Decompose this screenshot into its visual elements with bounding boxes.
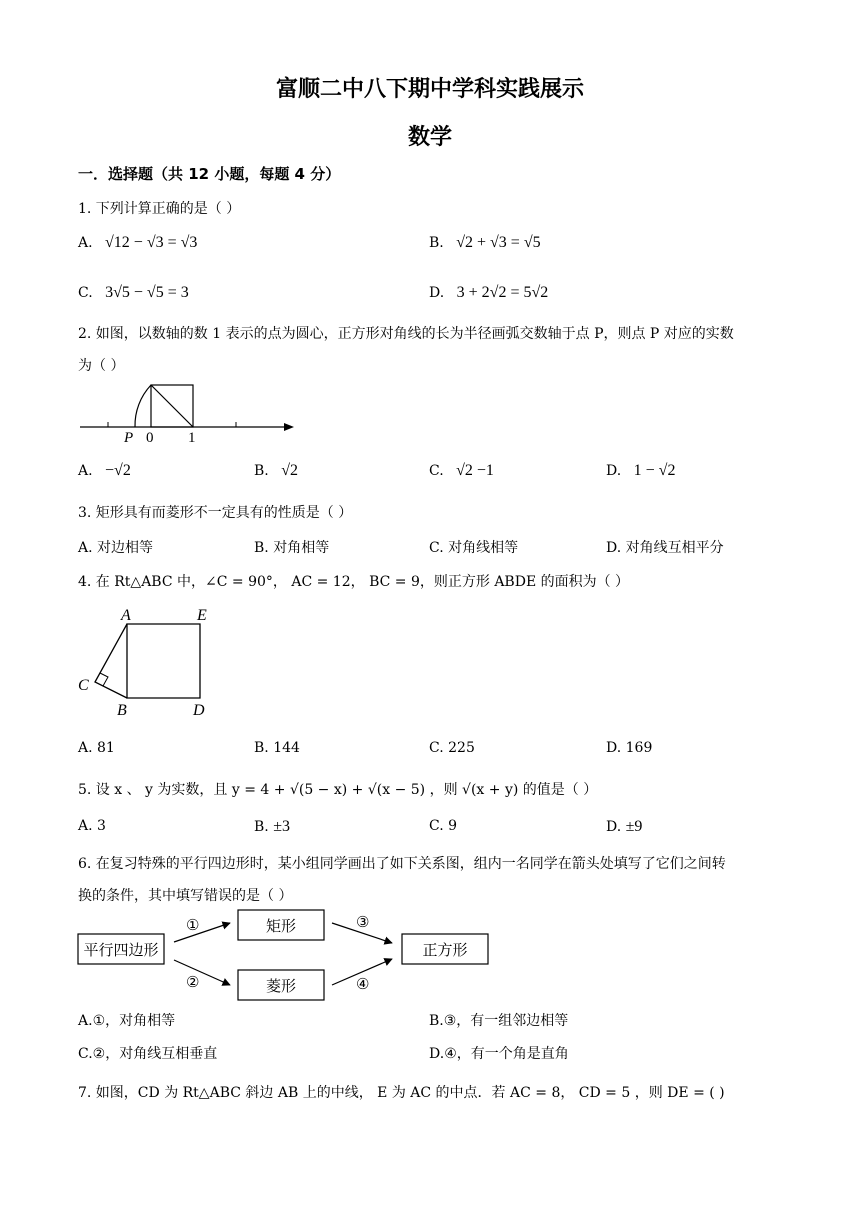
q1-option-d[interactable]	[429, 284, 548, 302]
question-2-stem-line1: 2. 如图，以数轴的数 1 表示的点为圆心，正方形对角线的长为半径画弧交数轴于点 P，则点 P 对应的实数	[78, 326, 734, 342]
q5-option-d[interactable]: D. ±9	[606, 818, 643, 835]
q1-option-b[interactable]	[429, 234, 541, 252]
option-label: D.	[429, 285, 445, 301]
zero-label: 0	[146, 430, 154, 446]
arrow-2	[174, 960, 230, 985]
square-abde	[127, 624, 200, 698]
vertex-e-label: E	[197, 607, 207, 624]
marker-2: ②	[186, 975, 200, 991]
arc	[135, 385, 151, 427]
q2-option-b[interactable]: B. √2	[254, 462, 298, 479]
section-heading: 一．选择题（共 12 小题，每题 4 分）	[78, 165, 341, 183]
q6-option-d[interactable]: D.④，有一个角是直角	[429, 1046, 569, 1062]
q6-option-a[interactable]: A.①，对角相等	[78, 1013, 176, 1029]
option-label: A.	[78, 235, 93, 251]
marker-1: ①	[186, 918, 200, 934]
vertex-a-label: A	[121, 607, 131, 624]
marker-4: ④	[356, 977, 370, 993]
option-expression: √12 − √3 = √3	[105, 234, 198, 251]
question-6-stem-line1: 6. 在复习特殊的平行四边形时，某小组同学画出了如下关系图，组内一名同学在箭头处填写了它们之间转	[78, 856, 726, 872]
question-7-stem: 7. 如图，CD 为 Rt△ABC 斜边 AB 上的中线， E 为 AC 的中点．若 AC = 8， CD = 5 ，则 DE = ( )	[78, 1085, 725, 1101]
question-5-stem: 5. 设 x 、 y 为实数，且 y = 4 + √(5 − x) + √(x − 5) ，则 √(x + y) 的值是（ ）	[78, 782, 598, 798]
q1-option-c[interactable]	[78, 284, 189, 302]
vertex-d-label: D	[193, 702, 205, 719]
arrow-1	[174, 923, 230, 942]
q4-option-d[interactable]: D. 169	[606, 740, 653, 756]
vertex-b-label: B	[117, 702, 127, 719]
vertex-c-label: C	[78, 677, 89, 694]
q4-option-a[interactable]: A. 81	[78, 740, 115, 756]
question-2-stem-line2: 为（ ）	[78, 358, 125, 374]
q3-option-b[interactable]: B. 对角相等	[254, 540, 330, 556]
marker-3: ③	[356, 915, 370, 931]
question-3-stem: 3. 矩形具有而菱形不一定具有的性质是（ ）	[78, 505, 353, 521]
option-expression: √2 + √3 = √5	[456, 234, 541, 251]
q3-option-c[interactable]: C. 对角线相等	[429, 540, 519, 556]
question-6-stem-line2: 换的条件，其中填写错误的是（ ）	[78, 888, 293, 904]
one-label: 1	[188, 430, 196, 446]
axis-arrow	[284, 423, 294, 431]
rhombus-label: 菱形	[265, 979, 297, 995]
triangle-abc	[95, 624, 127, 698]
q2-option-a[interactable]: A. −√2	[78, 462, 131, 479]
parallelogram-label: 平行四边形	[83, 943, 159, 959]
option-expression: 3 + 2√2 = 5√2	[456, 284, 549, 301]
q2-option-d[interactable]: D. 1 − √2	[606, 462, 676, 479]
page-title: 富顺二中八下期中学科实践展示	[275, 77, 584, 102]
question-4-stem: 4. 在 Rt△ABC 中，∠C = 90°， AC = 12， BC = 9，则正方形 ABDE 的面积为（ ）	[78, 574, 630, 590]
q6-option-c[interactable]: C.②，对角线互相垂直	[78, 1046, 218, 1062]
question-1-stem: 1. 下列计算正确的是（ ）	[78, 201, 241, 217]
q4-option-b[interactable]: B. 144	[254, 740, 300, 756]
number-line-figure	[76, 380, 300, 448]
q2-option-c[interactable]: C. √2 −1	[429, 462, 494, 479]
option-label: C.	[78, 285, 93, 301]
q3-option-d[interactable]: D. 对角线互相平分	[606, 540, 724, 556]
option-expression: 3√5 − √5 = 3	[105, 284, 189, 301]
q3-option-a[interactable]: A. 对边相等	[78, 540, 154, 556]
point-p-label: P	[124, 430, 134, 446]
subject-title: 数学	[407, 125, 452, 150]
square-label: 正方形	[422, 943, 468, 959]
q6-option-b[interactable]: B.③，有一组邻边相等	[429, 1013, 569, 1029]
right-angle-mark	[100, 673, 108, 686]
q5-option-c[interactable]: C. 9	[429, 818, 458, 834]
q5-option-a[interactable]: A. 3	[78, 818, 106, 834]
q1-option-a[interactable]	[78, 234, 197, 252]
q4-option-c[interactable]: C. 225	[429, 740, 475, 756]
rectangle-label: 矩形	[265, 919, 297, 935]
q5-option-b[interactable]: B. ±3	[254, 818, 290, 835]
quadrilateral-relationship-diagram	[74, 905, 494, 1005]
option-label: B.	[429, 235, 444, 251]
triangle-square-figure	[74, 602, 224, 722]
square-diagonal	[151, 385, 193, 427]
